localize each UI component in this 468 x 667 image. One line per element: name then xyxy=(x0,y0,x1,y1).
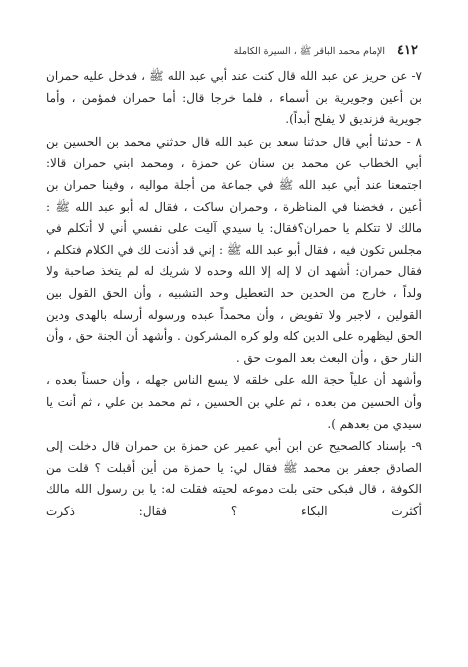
page-number: ٤١٢ xyxy=(397,43,418,58)
paragraph-8-continued: وأشهد أن علياً حجة الله على خلقه لا يسع الناس جهله ، وأن حسناً بعده ، وأن الحسين من بعده ، ثم علي بن الحسين ، ثم محمد بن علي ، ثم أنت يا سيدي من بعدهم ). xyxy=(46,373,422,431)
paragraph-9: ٩- بإسناد كالصحيح عن ابن أبي عمير عن حمزة بن حمران قال دخلت إلى الصادق جعفر بن محمد ﷺ فقال لي: يا حمزة من أين أقبلت ؟ قلت من الكوفة ، قال فبكى حتى بلت دموعه لحيته فقلت له: يا بن رسول الله مالك أكثرت البكاء ؟ فقال: ذكرت xyxy=(46,439,422,518)
page-header xyxy=(46,43,418,63)
body-text xyxy=(46,66,422,523)
paragraph-8: ٨ - حدثنا أبي قال حدثنا سعد بن عبد الله قال حدثني محمد بن الحسين بن أبي الخطاب عن محمد بن سنان عن حمزة ، ومحمد ابني حمران قالا: اجتمعنا عند أبي عبد الله ﷺ في جماعة من أجلة مواليه ، وفينا حمران بن أعين ، فخضنا في المناظرة ، وحمران ساكت ، فقال له أبو عبد الله ﷺ : مالك لا تتكلم يا حمران؟فقال: يا سيدي آليت على نفسي أني لا أتكلم في مجلس تكون فيه ، فقال أبو عبد الله ﷺ : إني قد أذنت لك في الكلام فتكلم ، فقال حمران: أشهد ان لا إله إلا الله وحده لا شريك له لم يتخذ صاحبة ولا ولداً ، خارج من الحدين حد التعطيل وحد التشبيه ، وأن الحق القول بين القولين ، لاجبر ولا تفويض ، وأن محمداً عبده ورسوله أرسله بالهدى ودين الحق ليظهره على الدين كله ولو كره المشركون . وأشهد أن الجنة حق ، وأن النار حق ، وأن البعث بعد الموت حق . xyxy=(46,134,422,365)
paragraph-7: ٧- عن حريز عن عبد الله قال كنت عند أبي عبد الله ﷺ ، فدخل عليه حمران بن أعين وجويرية بن أسماء ، فلما خرجا قال: أما حمران فمؤمن ، وأما جويرية فزنديق لا يفلح أبداً). xyxy=(46,69,422,127)
running-title: الإمام محمد الباقر ﷺ ، السيرة الكاملة xyxy=(233,46,386,57)
